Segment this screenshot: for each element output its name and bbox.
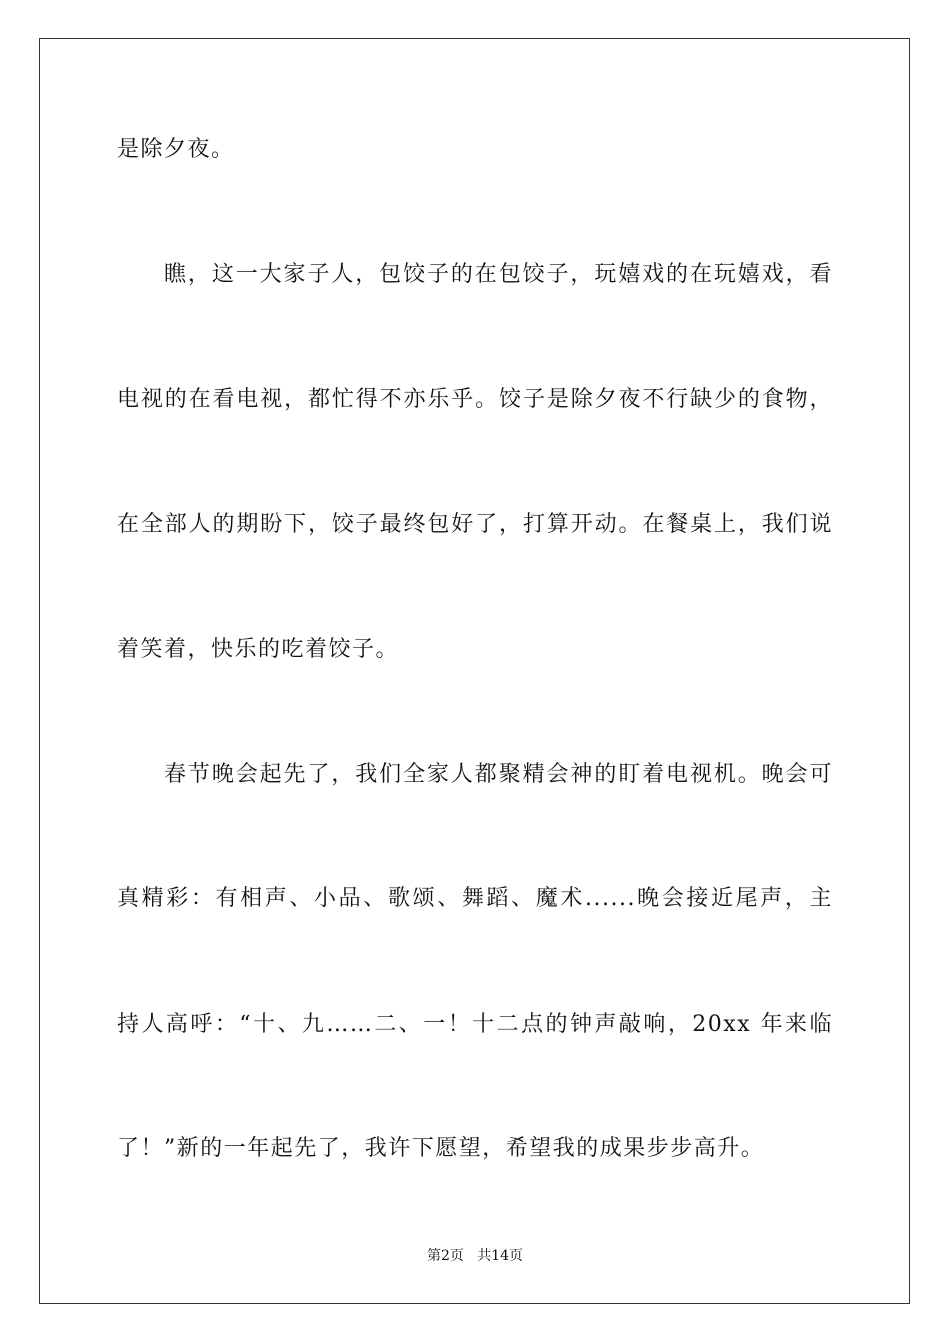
page-border	[39, 38, 910, 1304]
text-line: 了！”新的一年起先了，我许下愿望，希望我的成果步步高升。	[117, 1136, 765, 1161]
text-line: 电视的在看电视，都忙得不亦乐乎。饺子是除夕夜不行缺少的食物，	[117, 387, 833, 412]
text-line: 真精彩：有相声、小品、歌颂、舞蹈、魔术......晚会接近尾声，主	[117, 886, 833, 911]
page-number: 第2页 共14页	[426, 1248, 524, 1264]
text-line: 春节晚会起先了，我们全家人都聚精会神的盯着电视机。晚会可	[164, 762, 833, 787]
text-line: 是除夕夜。	[117, 137, 235, 162]
text-line: 着笑着，快乐的吃着饺子。	[117, 637, 400, 662]
text-line: 瞧，这一大家子人，包饺子的在包饺子，玩嬉戏的在玩嬉戏，看	[164, 262, 833, 287]
text-line: 持人高呼：“十、九……二、一！十二点的钟声敲响，20xx 年来临	[117, 1012, 833, 1037]
text-line: 在全部人的期盼下，饺子最终包好了，打算开动。在餐桌上，我们说	[117, 512, 833, 537]
